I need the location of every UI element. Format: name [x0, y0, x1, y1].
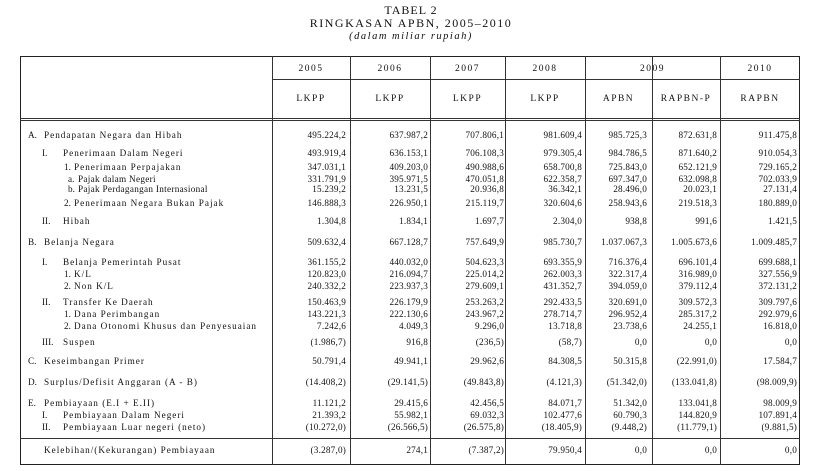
- cell-value: 361.155,2: [307, 257, 346, 267]
- table-row: [20, 161, 800, 173]
- cell-value: 699.688,1: [758, 257, 797, 267]
- cell-value: 331.791,9: [307, 174, 346, 184]
- row-label: Penerimaan Negara Bukan Pajak: [74, 198, 225, 208]
- row-marker: I.: [42, 257, 48, 267]
- cell-value: 15.239,2: [312, 184, 346, 194]
- cell-value: 702.033,9: [758, 174, 797, 184]
- year-2005: 2005: [298, 64, 324, 74]
- cell-value: 916,8: [406, 337, 428, 347]
- cell-value: 20.936,8: [470, 184, 504, 194]
- cell-value: 309.572,3: [678, 297, 717, 307]
- cell-value: 258.943,6: [608, 198, 647, 208]
- cell-value: 693.355,9: [543, 257, 582, 267]
- table-row: [20, 256, 800, 268]
- cell-value: 222.130,6: [389, 309, 428, 319]
- row-marker: A.: [28, 130, 37, 140]
- cell-value: 9.296,0: [475, 321, 504, 331]
- row-marker: 1.: [64, 309, 71, 319]
- cell-value: 23.738,6: [613, 321, 647, 331]
- row-marker: III.: [42, 337, 54, 347]
- cell-value: 11.121,2: [312, 398, 346, 408]
- row-label: Keseimbangan Primer: [44, 356, 145, 366]
- cell-value: 29.962,6: [470, 356, 504, 366]
- cell-value: 49.941,1: [394, 356, 428, 366]
- cell-value: 42.456,5: [470, 398, 504, 408]
- cell-value: 29.415,6: [394, 398, 428, 408]
- cell-value: 757.649,9: [465, 237, 504, 247]
- cell-value: (7.387,2): [468, 445, 504, 455]
- cell-value: (3.287,0): [310, 445, 346, 455]
- cell-value: 243.967,2: [465, 309, 504, 319]
- cell-value: 133.041,8: [678, 398, 717, 408]
- cell-value: 292.979,6: [758, 309, 797, 319]
- cell-value: 98.009,9: [763, 398, 797, 408]
- table-row: [20, 336, 800, 348]
- cell-value: 0,0: [634, 445, 647, 455]
- year-2006: 2006: [377, 64, 403, 74]
- year-2008: 2008: [532, 64, 558, 74]
- table-unit-note: (dalam miliar rupiah): [349, 31, 473, 42]
- cell-value: 50.791,4: [312, 356, 346, 366]
- cell-value: 1.697,7: [475, 216, 504, 226]
- cell-value: 431.352,7: [543, 281, 582, 291]
- cell-value: 632.098,8: [678, 174, 717, 184]
- table-row: [20, 129, 800, 141]
- cell-value: 696.101,4: [678, 257, 717, 267]
- row-marker: B.: [28, 237, 37, 247]
- cell-value: 146.888,3: [307, 198, 346, 208]
- cell-value: 316.989,0: [678, 269, 717, 279]
- cell-value: 215.119,7: [465, 198, 504, 208]
- cell-value: 1.009.485,7: [751, 237, 797, 247]
- row-label: Belanja Pemerintah Pusat: [63, 257, 182, 267]
- cell-value: 292.433,5: [543, 297, 582, 307]
- cell-value: (18.405,9): [541, 422, 582, 432]
- year-2010: 2010: [747, 64, 773, 74]
- cell-value: 55.982,1: [394, 410, 428, 420]
- cell-value: 17.584,7: [763, 356, 797, 366]
- row-label: Non K/L: [74, 281, 114, 291]
- cell-value: 107.891,4: [758, 410, 797, 420]
- table-row: [20, 183, 800, 195]
- row-marker: II.: [42, 297, 51, 307]
- row-label: Pembiayaan (E.I + E.II): [44, 398, 156, 408]
- cell-value: 327.556,9: [758, 269, 797, 279]
- cell-value: 143.221,3: [307, 309, 346, 319]
- cell-value: 938,8: [625, 216, 647, 226]
- cell-value: 985.730,7: [543, 237, 582, 247]
- row-marker: a.: [68, 174, 75, 184]
- cell-value: 1.037.067,3: [601, 237, 647, 247]
- cell-value: 379.112,4: [678, 281, 717, 291]
- cell-value: 658.700,8: [543, 162, 582, 172]
- cell-value: 20.023,1: [683, 184, 717, 194]
- cell-value: 223.937,3: [389, 281, 428, 291]
- cell-value: 910.054,3: [758, 148, 797, 158]
- cell-value: 84.071,7: [548, 398, 582, 408]
- cell-value: 262.003,3: [543, 269, 582, 279]
- row-label: Pajak dalam Negeri: [78, 174, 156, 184]
- cell-value: 979.305,4: [543, 148, 582, 158]
- cell-value: 1.834,1: [399, 216, 428, 226]
- cell-value: 309.797,6: [758, 297, 797, 307]
- cell-value: 296.952,4: [608, 309, 647, 319]
- cell-value: (14.408,2): [305, 377, 346, 387]
- cell-value: 991,6: [695, 216, 717, 226]
- cell-value: (51.342,0): [606, 377, 647, 387]
- cell-value: 279.609,1: [465, 281, 504, 291]
- cell-value: 636.153,1: [389, 148, 428, 158]
- row-marker: I.: [42, 148, 48, 158]
- cell-value: 490.988,6: [465, 162, 504, 172]
- cell-value: 69.032,3: [470, 410, 504, 420]
- cell-value: 144.820,9: [678, 410, 717, 420]
- cell-value: 1.005.673,6: [671, 237, 717, 247]
- cell-value: 652.121,9: [678, 162, 717, 172]
- cell-value: 24.255,1: [683, 321, 717, 331]
- table-row: [20, 215, 800, 227]
- cell-value: 347.031,1: [307, 162, 346, 172]
- table-row: [20, 296, 800, 308]
- total-rule: [20, 438, 800, 439]
- cell-value: 729.165,2: [758, 162, 797, 172]
- cell-value: 120.823,0: [307, 269, 346, 279]
- cell-value: (1.986,7): [310, 337, 346, 347]
- cell-value: 470.051,8: [465, 174, 504, 184]
- cell-value: 13.718,8: [548, 321, 582, 331]
- row-label: Kelebihan/(Kekurangan) Pembiayaan: [44, 445, 216, 455]
- row-marker: C.: [28, 356, 37, 366]
- cell-value: 278.714,7: [543, 309, 582, 319]
- table-row: [20, 376, 800, 388]
- header-divider: [272, 79, 800, 80]
- sub-header-rapbn-2010: RAPBN: [740, 94, 780, 104]
- cell-value: 253.263,2: [465, 297, 504, 307]
- header-bottom-rule: [20, 118, 800, 119]
- cell-value: 0,0: [704, 445, 717, 455]
- sub-header-lkpp-2008: LKPP: [530, 94, 560, 104]
- cell-value: 0,0: [784, 337, 797, 347]
- row-marker: II.: [42, 422, 51, 432]
- row-label: Suspen: [63, 337, 96, 347]
- row-label: Pembiayaan Luar negeri (neto): [63, 422, 207, 432]
- cell-value: 984.786,5: [608, 148, 647, 158]
- cell-value: 180.889,0: [758, 198, 797, 208]
- row-marker: 1.: [64, 162, 71, 172]
- row-label: Surplus/Defisit Anggaran (A - B): [44, 377, 198, 387]
- cell-value: 2.304,0: [553, 216, 582, 226]
- table-row: [20, 444, 800, 456]
- row-marker: II.: [42, 216, 51, 226]
- cell-value: 707.806,1: [465, 130, 504, 140]
- row-label: Penerimaan Perpajakan: [74, 162, 182, 172]
- cell-value: 372.131,2: [758, 281, 797, 291]
- year-2009: 2009: [640, 64, 665, 74]
- cell-value: 320.691,0: [608, 297, 647, 307]
- cell-value: 13.231,5: [394, 184, 428, 194]
- table-row: [20, 421, 800, 433]
- cell-value: 637.987,2: [389, 130, 428, 140]
- year-2007: 2007: [455, 64, 480, 74]
- cell-value: 495.224,2: [307, 130, 346, 140]
- cell-value: 409.203,0: [389, 162, 428, 172]
- cell-value: 981.609,4: [543, 130, 582, 140]
- row-marker: 1.: [64, 269, 71, 279]
- cell-value: 4.049,3: [399, 321, 428, 331]
- table-row: [20, 397, 800, 409]
- cell-value: 440.032,0: [389, 257, 428, 267]
- cell-value: 697.347,0: [608, 174, 647, 184]
- cell-value: (9.448,2): [611, 422, 647, 432]
- cell-value: 320.604,6: [543, 198, 582, 208]
- table-row: [20, 268, 800, 280]
- cell-value: 79.950,4: [548, 445, 582, 455]
- cell-value: (11.779,1): [677, 422, 717, 432]
- table-row: [20, 236, 800, 248]
- cell-value: (26.575,8): [463, 422, 504, 432]
- cell-value: 911.475,8: [758, 130, 797, 140]
- cell-value: (58,7): [558, 337, 582, 347]
- table-row: [20, 147, 800, 159]
- cell-value: 102.477,6: [543, 410, 582, 420]
- cell-value: 716.376,4: [608, 257, 647, 267]
- cell-value: 0,0: [704, 337, 717, 347]
- cell-value: 216.094,7: [389, 269, 428, 279]
- cell-value: 21.393,2: [312, 410, 346, 420]
- sub-header-apbn-2009: APBN: [602, 94, 635, 104]
- header-bottom-rule: [20, 120, 800, 121]
- cell-value: 872.631,8: [678, 130, 717, 140]
- row-label: Pendapatan Negara dan Hibah: [44, 130, 183, 140]
- cell-value: 226.179,9: [389, 297, 428, 307]
- cell-value: (26.566,5): [387, 422, 428, 432]
- row-label: Belanja Negara: [44, 237, 115, 247]
- row-label: Dana Perimbangan: [74, 309, 161, 319]
- cell-value: 1.304,8: [317, 216, 346, 226]
- row-label: Transfer Ke Daerah: [63, 297, 154, 307]
- cell-value: 667.128,7: [389, 237, 428, 247]
- cell-value: 225.014,2: [465, 269, 504, 279]
- cell-value: 51.342,0: [613, 398, 647, 408]
- cell-value: 509.632,4: [307, 237, 346, 247]
- cell-value: 50.315,8: [613, 356, 647, 366]
- cell-value: 28.496,0: [613, 184, 647, 194]
- table-row: [20, 320, 800, 332]
- cell-value: 27.131,4: [763, 184, 797, 194]
- cell-value: (10.272,0): [305, 422, 346, 432]
- row-marker: E.: [28, 398, 36, 408]
- cell-value: 985.725,3: [608, 130, 647, 140]
- row-label: Hibah: [63, 216, 91, 226]
- table-row: [20, 280, 800, 292]
- table-row: [20, 409, 800, 421]
- cell-value: 1.421,5: [768, 216, 797, 226]
- row-marker: D.: [28, 377, 37, 387]
- cell-value: 0,0: [634, 337, 647, 347]
- table-row: [20, 355, 800, 367]
- table-number: TABEL 2: [384, 3, 438, 17]
- row-marker: 2.: [64, 321, 71, 331]
- sub-header-lkpp-2007: LKPP: [452, 94, 483, 104]
- row-marker: b.: [68, 184, 75, 194]
- cell-value: 7.242,6: [317, 321, 346, 331]
- sub-header-rapbn-p-2009: RAPBN-P: [660, 94, 712, 104]
- table-title: RINGKASAN APBN, 2005–2010: [309, 16, 513, 30]
- cell-value: 725.843,0: [608, 162, 647, 172]
- cell-value: (29.141,5): [387, 377, 428, 387]
- cell-value: 395.971,5: [389, 174, 428, 184]
- cell-value: 706.108,3: [465, 148, 504, 158]
- cell-value: (9.881,5): [761, 422, 797, 432]
- table-row: [20, 197, 800, 209]
- cell-value: 150.463,9: [307, 297, 346, 307]
- row-label: Pembiayaan Dalam Negeri: [63, 410, 185, 420]
- table-row: [20, 308, 800, 320]
- row-marker: 2.: [64, 198, 71, 208]
- cell-value: 322.317,4: [608, 269, 647, 279]
- row-marker: I.: [42, 410, 48, 420]
- cell-value: 16.818,0: [763, 321, 797, 331]
- cell-value: 504.623,3: [465, 257, 504, 267]
- cell-value: 226.950,1: [389, 198, 428, 208]
- cell-value: 60.790,3: [613, 410, 647, 420]
- cell-value: 285.317,2: [678, 309, 717, 319]
- cell-value: (49.843,8): [463, 377, 504, 387]
- cell-value: 219.518,3: [678, 198, 717, 208]
- cell-value: (4.121,3): [546, 377, 582, 387]
- cell-value: 240.332,2: [307, 281, 346, 291]
- cell-value: (236,5): [475, 337, 504, 347]
- sub-header-lkpp-2005: LKPP: [296, 94, 326, 104]
- row-label: K/L: [74, 269, 92, 279]
- row-label: Dana Otonomi Khusus dan Penyesuaian: [74, 321, 257, 331]
- cell-value: 493.919,4: [307, 148, 346, 158]
- cell-value: 84.308,5: [548, 356, 582, 366]
- cell-value: 394.059,0: [608, 281, 647, 291]
- cell-value: (22.991,0): [676, 356, 717, 366]
- cell-value: 0,0: [784, 445, 797, 455]
- cell-value: 622.358,7: [543, 174, 582, 184]
- sub-header-lkpp-2006: LKPP: [375, 94, 405, 104]
- row-label: Penerimaan Dalam Negeri: [63, 148, 184, 158]
- cell-value: (133.041,8): [671, 377, 717, 387]
- cell-value: 36.342,1: [548, 184, 582, 194]
- row-label: Pajak Perdagangan Internasional: [78, 184, 208, 194]
- cell-value: (98.009,9): [756, 377, 797, 387]
- cell-value: 871.640,2: [678, 148, 717, 158]
- cell-value: 274,1: [406, 445, 428, 455]
- row-marker: 2.: [64, 281, 71, 291]
